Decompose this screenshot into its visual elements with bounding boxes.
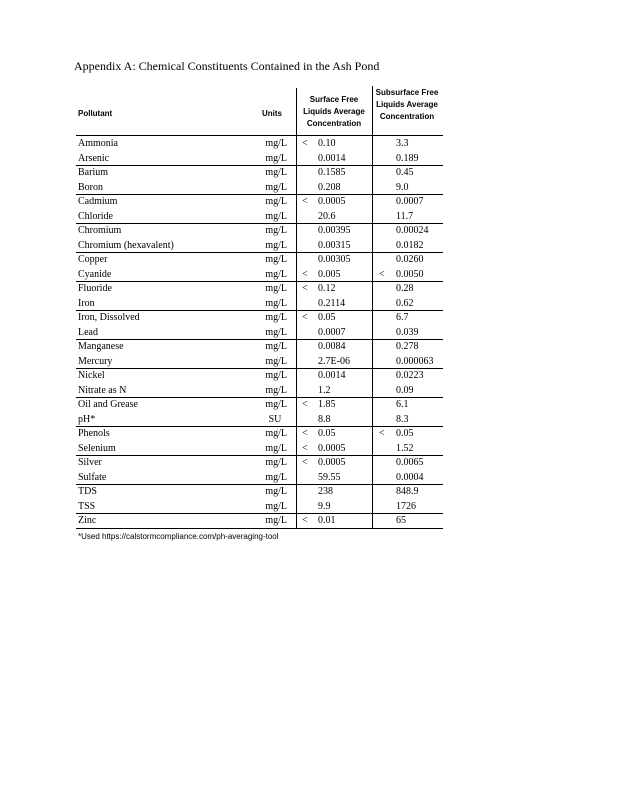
pollutant-name: Copper — [78, 254, 108, 265]
unit: mg/L — [265, 500, 287, 512]
table-row — [0, 455, 618, 470]
subsurface-value: 0.0004 — [396, 471, 424, 483]
surface-value: 9.9 — [318, 500, 331, 512]
surface-value: 0.2114 — [318, 297, 346, 309]
pollutant-name: Chromium — [78, 225, 122, 236]
surface-qualifier: < — [302, 442, 308, 454]
unit: mg/L — [265, 442, 287, 454]
surface-value: 0.005 — [318, 268, 341, 280]
unit: mg/L — [265, 399, 287, 410]
surface-value: 59.55 — [318, 471, 341, 483]
table-row — [0, 136, 618, 151]
table-row — [0, 223, 618, 238]
surface-value: 0.0005 — [318, 442, 346, 454]
subsurface-value: 848.9 — [396, 486, 419, 497]
pollutant-name: Mercury — [78, 355, 113, 367]
unit: mg/L — [265, 196, 287, 207]
subsurface-value: 0.62 — [396, 297, 414, 309]
unit: mg/L — [265, 341, 287, 352]
table-row — [0, 383, 618, 398]
surface-value: 0.208 — [318, 181, 341, 193]
table-row — [0, 296, 618, 311]
surface-value: 0.00315 — [318, 239, 351, 251]
unit: mg/L — [265, 181, 287, 193]
surface-value: 0.10 — [318, 138, 336, 149]
table-row — [0, 426, 618, 441]
surface-qualifier: < — [302, 428, 308, 439]
table-row — [0, 180, 618, 195]
table-row — [0, 267, 618, 282]
surface-value: 0.1585 — [318, 167, 346, 178]
surface-qualifier: < — [302, 283, 308, 294]
pollutant-name: Sulfate — [78, 471, 107, 483]
unit: mg/L — [265, 254, 287, 265]
subsurface-value: 0.09 — [396, 384, 414, 396]
subsurface-qualifier: < — [379, 268, 385, 280]
unit: mg/L — [265, 297, 287, 309]
pollutant-name: TSS — [78, 500, 96, 512]
subsurface-value: 0.0260 — [396, 254, 424, 265]
surface-value: 2.7E-06 — [318, 355, 350, 367]
unit: mg/L — [265, 152, 287, 164]
surface-value: 0.0005 — [318, 196, 346, 207]
subsurface-value: 8.3 — [396, 413, 409, 425]
subsurface-value: 0.039 — [396, 326, 419, 338]
unit: mg/L — [265, 486, 287, 497]
pollutant-name: Silver — [78, 457, 102, 468]
table-row — [0, 151, 618, 166]
surface-qualifier: < — [302, 268, 308, 280]
surface-qualifier: < — [302, 399, 308, 410]
subsurface-value: 0.00024 — [396, 225, 429, 236]
pollutant-name: Ammonia — [78, 138, 118, 149]
surface-value: 8.8 — [318, 413, 331, 425]
subsurface-qualifier: < — [379, 428, 385, 439]
pollutant-name: Fluoride — [78, 283, 112, 294]
table-row — [0, 325, 618, 340]
unit: mg/L — [265, 138, 287, 149]
header-units: Units — [262, 109, 282, 118]
unit: mg/L — [265, 225, 287, 236]
unit: mg/L — [265, 471, 287, 483]
table-row — [0, 354, 618, 369]
pollutant-name: Manganese — [78, 341, 124, 352]
unit: mg/L — [265, 326, 287, 338]
pollutant-name: pH* — [78, 413, 96, 425]
subsurface-value: 0.28 — [396, 283, 414, 294]
header-pollutant: Pollutant — [78, 109, 113, 118]
pollutant-name: Nitrate as N — [78, 384, 127, 396]
unit: mg/L — [265, 384, 287, 396]
unit: mg/L — [265, 268, 287, 280]
subsurface-value: 6.1 — [396, 399, 409, 410]
surface-value: 0.0014 — [318, 152, 346, 164]
surface-value: 0.0007 — [318, 326, 346, 338]
pollutant-name: Phenols — [78, 428, 110, 439]
table-row — [0, 499, 618, 514]
subsurface-value: 3.3 — [396, 138, 409, 149]
table-row — [0, 484, 618, 499]
header-surface-concentration: Surface Free Liquids Average Concentration — [303, 95, 365, 128]
pollutant-name: Cadmium — [78, 196, 118, 207]
unit: mg/L — [265, 210, 287, 222]
pollutant-name: Arsenic — [78, 152, 110, 164]
pollutant-name: Oil and Grease — [78, 399, 138, 410]
unit: mg/L — [265, 355, 287, 367]
table-row — [0, 252, 618, 267]
table-row — [0, 209, 618, 224]
table-row — [0, 165, 618, 180]
subsurface-value: 9.0 — [396, 181, 409, 193]
unit: mg/L — [265, 312, 287, 323]
pollutant-name: Cyanide — [78, 268, 112, 280]
subsurface-value: 0.05 — [396, 428, 414, 439]
pollutant-name: Iron — [78, 297, 95, 309]
surface-qualifier: < — [302, 312, 308, 323]
table-row — [0, 397, 618, 412]
subsurface-value: 0.0007 — [396, 196, 424, 207]
table-row — [0, 238, 618, 253]
unit: mg/L — [265, 428, 287, 439]
subsurface-value: 65 — [396, 515, 406, 526]
footnote: *Used https://calstormcompliance.com/ph-averaging-tool — [78, 532, 279, 541]
surface-qualifier: < — [302, 457, 308, 468]
subsurface-value: 1726 — [396, 500, 416, 512]
subsurface-value: 0.000063 — [396, 355, 434, 367]
unit: mg/L — [265, 370, 287, 381]
table-row — [0, 441, 618, 456]
unit: mg/L — [265, 167, 287, 178]
table-row — [0, 339, 618, 354]
table-row — [0, 310, 618, 325]
surface-qualifier: < — [302, 515, 308, 526]
header-subsurface-concentration: Subsurface Free Liquids Average Concentration — [375, 88, 439, 121]
surface-value: 0.0084 — [318, 341, 346, 352]
pollutant-name: Barium — [78, 167, 108, 178]
surface-value: 0.12 — [318, 283, 336, 294]
surface-value: 0.00395 — [318, 225, 351, 236]
page-title: Appendix A: Chemical Constituents Contained in the Ash Pond — [74, 59, 380, 73]
table-row — [0, 412, 618, 427]
unit: mg/L — [265, 283, 287, 294]
constituents-table — [0, 136, 618, 528]
pollutant-name: Lead — [78, 326, 98, 338]
surface-value: 0.05 — [318, 428, 336, 439]
subsurface-value: 0.0065 — [396, 457, 424, 468]
pollutant-name: Iron, Dissolved — [78, 312, 140, 323]
surface-value: 0.0005 — [318, 457, 346, 468]
surface-qualifier: < — [302, 138, 308, 149]
pollutant-name: Chromium (hexavalent) — [78, 239, 174, 251]
subsurface-value: 0.0050 — [396, 268, 424, 280]
surface-value: 1.85 — [318, 399, 336, 410]
unit: mg/L — [265, 457, 287, 468]
subsurface-value: 0.278 — [396, 341, 419, 352]
subsurface-value: 0.189 — [396, 152, 419, 164]
subsurface-value: 0.45 — [396, 167, 414, 178]
pollutant-name: Selenium — [78, 442, 116, 454]
surface-value: 0.01 — [318, 515, 336, 526]
subsurface-value: 11.7 — [396, 210, 414, 222]
surface-value: 1.2 — [318, 384, 331, 396]
subsurface-value: 0.0223 — [396, 370, 424, 381]
pollutant-name: Zinc — [78, 515, 97, 526]
subsurface-value: 1.52 — [396, 442, 414, 454]
surface-value: 238 — [318, 486, 333, 497]
surface-value: 0.05 — [318, 312, 336, 323]
surface-value: 20.6 — [318, 210, 336, 222]
unit: mg/L — [265, 239, 287, 251]
surface-value: 0.0014 — [318, 370, 346, 381]
pollutant-name: TDS — [78, 486, 97, 497]
subsurface-value: 0.0182 — [396, 239, 424, 251]
surface-value: 0.00305 — [318, 254, 351, 265]
subsurface-value: 6.7 — [396, 312, 409, 323]
pollutant-name: Chloride — [78, 210, 113, 222]
table-row — [0, 194, 618, 209]
table-row — [0, 368, 618, 383]
unit: mg/L — [265, 515, 287, 526]
table-row — [0, 281, 618, 296]
surface-qualifier: < — [302, 196, 308, 207]
table-row — [0, 513, 618, 528]
unit: SU — [268, 413, 282, 425]
pollutant-name: Nickel — [78, 370, 105, 381]
table-row — [0, 470, 618, 485]
pollutant-name: Boron — [78, 181, 103, 193]
